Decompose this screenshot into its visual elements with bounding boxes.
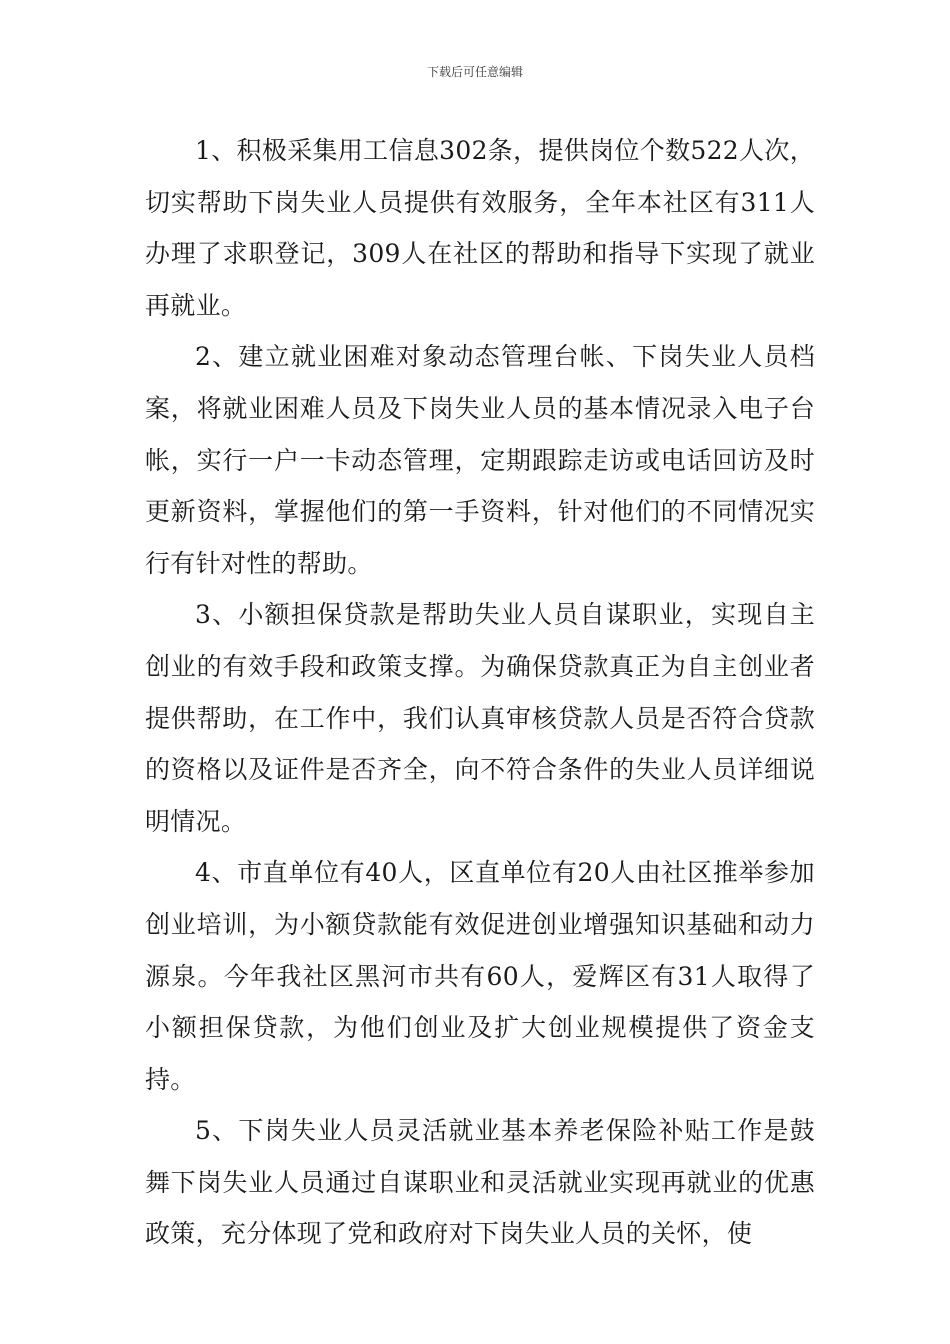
paragraph-2: 2、建立就业困难对象动态管理台帐、下岗失业人员档案，将就业困难人员及下岗失业人员的基本情况录入电子台帐，实行一户一卡动态管理，定期跟踪走访或电话回访及时更新资料，掌握他们的第一手资料，针对他们的不同情况实行有针对性的帮助。: [145, 342, 815, 578]
page-header-note: 下载后可任意编辑: [426, 65, 523, 79]
paragraph-4: 4、市直单位有40人，区直单位有20人由社区推举参加创业培训，为小额贷款能有效促进创业增强知识基础和动力源泉。今年我社区黑河市共有60人，爱辉区有31人取得了小额担保贷款，为他们创业及扩大创业规模提供了资金支持。: [145, 858, 815, 1094]
document-body: [145, 125, 815, 1260]
paragraph-1: 1、积极采集用工信息302条，提供岗位个数522人次，切实帮助下岗失业人员提供有效服务，全年本社区有311人办理了求职登记，309人在社区的帮助和指导下实现了就业再就业。: [145, 136, 815, 320]
paragraph-3: 3、小额担保贷款是帮助失业人员自谋职业，实现自主创业的有效手段和政策支撑。为确保贷款真正为自主创业者提供帮助，在工作中，我们认真审核贷款人员是否符合贷款的资格以及证件是否齐全，向不符合条件的失业人员详细说明情况。: [145, 600, 815, 836]
paragraph-5: 5、下岗失业人员灵活就业基本养老保险补贴工作是鼓舞下岗失业人员通过自谋职业和灵活就业实现再就业的优惠政策，充分体现了党和政府对下岗失业人员的关怀，使: [145, 1116, 815, 1249]
